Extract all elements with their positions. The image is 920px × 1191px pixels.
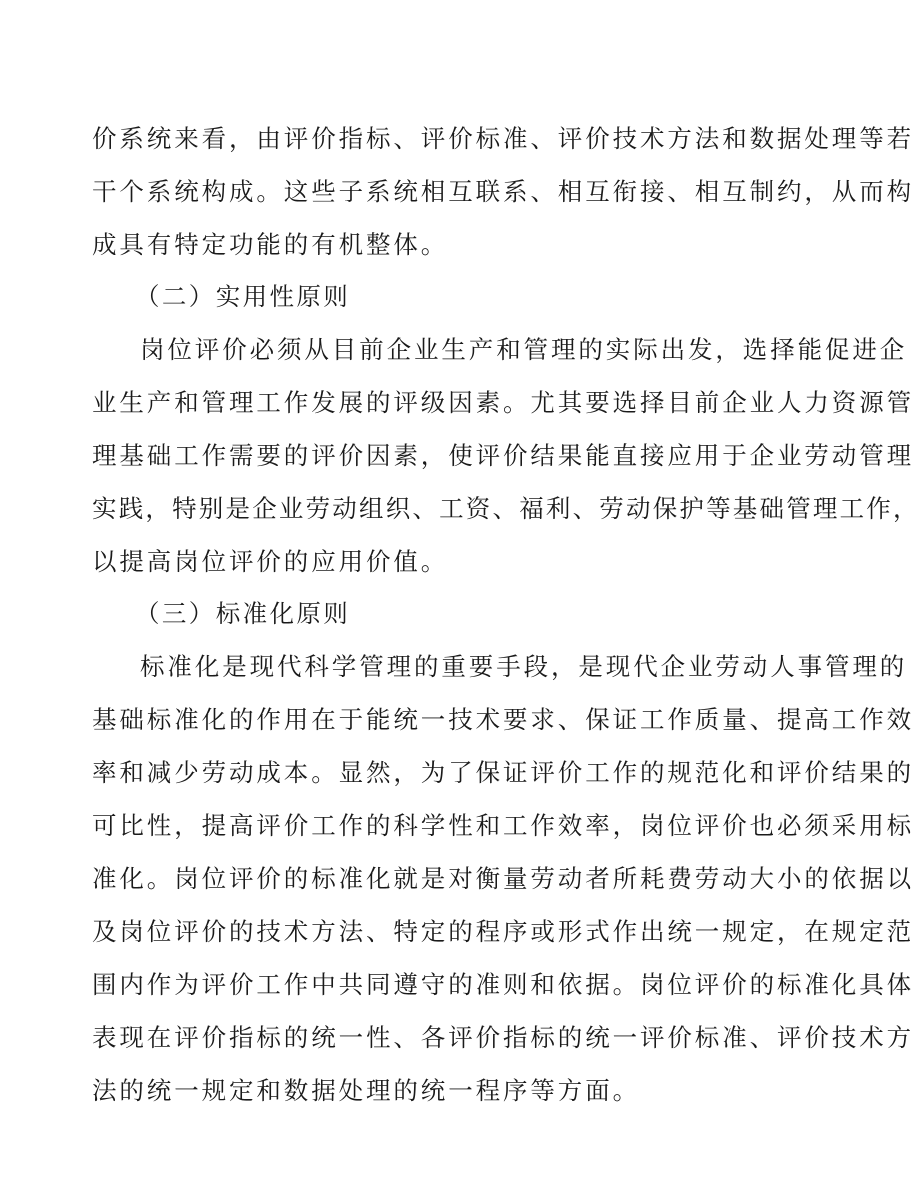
paragraph-2-line-1: 岗位评价必须从目前企业生产和管理的实际出发，选择能促进企 — [140, 335, 908, 364]
paragraph-3-line-9: 法的统一规定和数据处理的统一程序等方面。 — [92, 1076, 640, 1105]
paragraph-3-line-4: 可比性，提高评价工作的科学性和工作效率，岗位评价也必须采用标 — [92, 811, 914, 840]
paragraph-3-line-2: 基础标准化的作用在于能统一技术要求、保证工作质量、提高工作效 — [92, 705, 914, 734]
paragraph-3-line-6: 及岗位评价的技术方法、特定的程序或形式作出统一规定，在规定范 — [92, 917, 914, 946]
paragraph-1-line-2: 干个系统构成。这些子系统相互联系、相互衔接、相互制约，从而构 — [92, 177, 914, 206]
paragraph-3-line-7: 围内作为评价工作中共同遵守的准则和依据。岗位评价的标准化具体 — [92, 970, 914, 999]
paragraph-3-line-3: 率和减少劳动成本。显然，为了保证评价工作的规范化和评价结果的 — [92, 758, 914, 787]
section-heading-standardization: （三）标准化原则 — [135, 599, 351, 628]
paragraph-2-line-3: 理基础工作需要的评价因素，使评价结果能直接应用于企业劳动管理 — [92, 441, 914, 470]
paragraph-1-line-3: 成具有特定功能的有机整体。 — [92, 230, 449, 259]
section-heading-practicality: （二）实用性原则 — [135, 282, 351, 311]
paragraph-2-line-4: 实践，特别是企业劳动组织、工资、福利、劳动保护等基础管理工作， — [92, 494, 920, 523]
paragraph-1-line-1: 价系统来看，由评价指标、评价标准、评价技术方法和数据处理等若 — [92, 124, 914, 153]
paragraph-3-line-8: 表现在评价指标的统一性、各评价指标的统一评价标准、评价技术方 — [92, 1023, 914, 1052]
paragraph-2-line-2: 业生产和管理工作发展的评级因素。尤其要选择目前企业人力资源管 — [92, 388, 914, 417]
paragraph-2-line-5: 以提高岗位评价的应用价值。 — [92, 547, 449, 576]
paragraph-3-line-1: 标准化是现代科学管理的重要手段，是现代企业劳动人事管理的 — [140, 652, 908, 681]
paragraph-3-line-5: 准化。岗位评价的标准化就是对衡量劳动者所耗费劳动大小的依据以 — [92, 864, 914, 893]
